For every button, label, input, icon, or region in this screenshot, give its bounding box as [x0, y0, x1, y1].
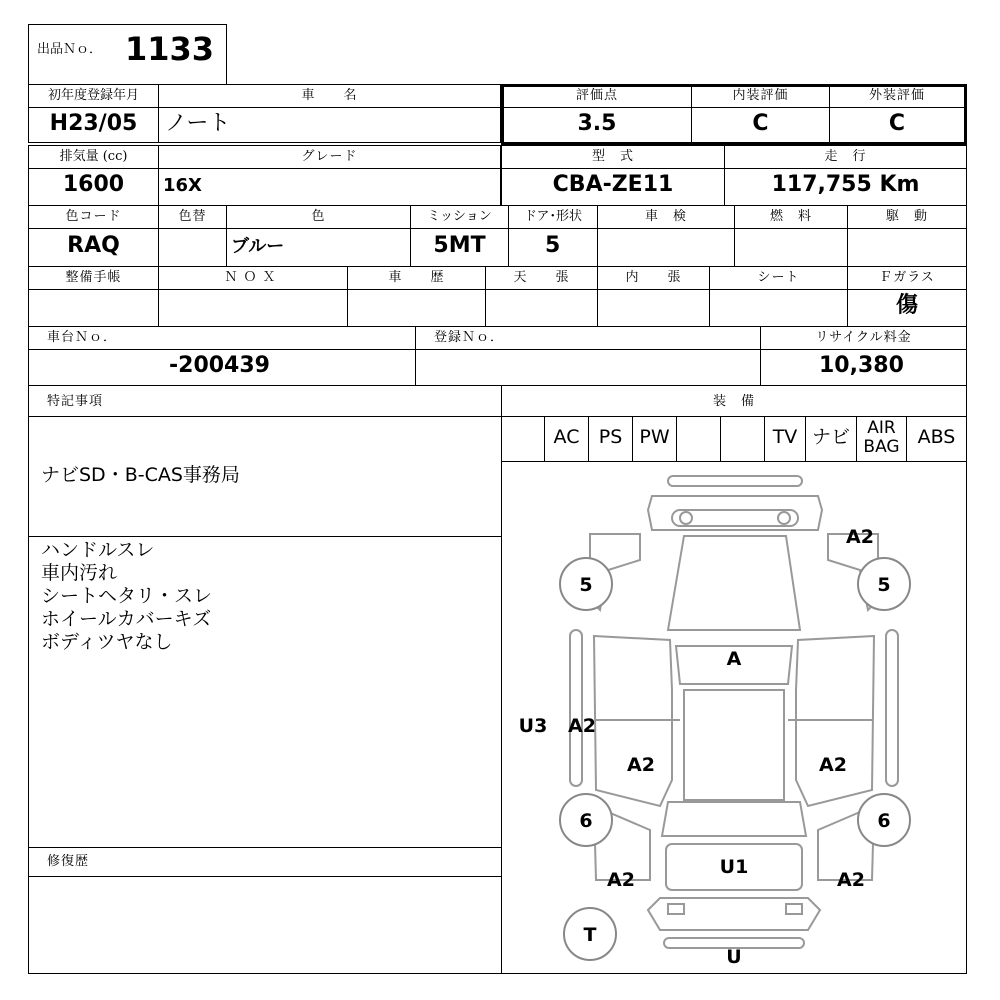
color-change-cell — [158, 205, 227, 267]
recycle-cell — [760, 326, 967, 386]
seat-label: シート — [710, 267, 847, 290]
recycle-label: リサイクル料金 — [761, 327, 966, 350]
mileage-cell — [724, 145, 967, 206]
remarks-list-item: シートヘタリ・スレ — [41, 585, 213, 607]
equipment-item-ps: PS — [589, 416, 633, 461]
displacement-cell — [28, 145, 159, 206]
seat-cell — [709, 266, 848, 327]
color-code-label: 色コード — [29, 206, 158, 229]
score-value: 3.5 — [577, 111, 617, 136]
exterior-label: 外装評価 — [829, 85, 965, 108]
drive-cell — [847, 205, 967, 267]
inspection-cell — [597, 205, 735, 267]
mark-front-right: A2 — [846, 526, 874, 548]
mark-side-left-2: A2 — [568, 715, 596, 737]
door-cell — [508, 205, 598, 267]
spare-tire: T — [583, 924, 597, 946]
nox-cell — [158, 266, 348, 327]
car-name-cell — [158, 84, 501, 143]
exterior-value: C — [888, 111, 906, 136]
equipment-row — [501, 416, 967, 462]
chassis-label: 車台Ｎｏ． — [29, 327, 415, 350]
lot-label: 出品Ｎｏ． — [37, 42, 103, 57]
mark-rear-left: A2 — [607, 869, 635, 891]
door-value: 5 — [545, 233, 561, 258]
equipment-item-ac: AC — [545, 416, 589, 461]
fuel-label: 燃 料 — [735, 206, 847, 229]
remarks-list-item: ハンドルスレ — [41, 539, 155, 561]
displacement-label: 排気量 (cc) — [29, 146, 158, 169]
history-cell — [347, 266, 486, 327]
mark-door-left: A2 — [627, 754, 655, 776]
mark-rear-right: A2 — [837, 869, 865, 891]
drive-label: 駆 動 — [848, 206, 966, 229]
chassis-cell — [28, 326, 416, 386]
mission-value: 5MT — [433, 233, 486, 258]
lot-number-box — [28, 24, 227, 85]
grade-cell — [158, 145, 501, 206]
model-label: 型 式 — [502, 146, 724, 169]
mark-trunk: U1 — [719, 856, 749, 878]
interior-trim-cell — [597, 266, 710, 327]
history-label: 車 歴 — [348, 267, 485, 290]
maintenance-label: 整備手帳 — [29, 267, 158, 290]
car-name-label: 車 名 — [159, 85, 500, 108]
equipment-item-airbag: AIR BAG — [857, 416, 907, 461]
glass-cell — [847, 266, 967, 327]
interior-label: 内装評価 — [691, 85, 830, 108]
color-value: ブルー — [231, 236, 285, 257]
equipment-label: 装 備 — [502, 388, 966, 417]
color-code-cell — [28, 205, 159, 267]
mark-side-left-1: U3 — [518, 715, 548, 737]
interior-trim-label: 内 張 — [598, 267, 709, 290]
registration-cell — [415, 326, 761, 386]
color-code-value: RAQ — [67, 233, 120, 258]
roof-cell — [485, 266, 598, 327]
first-reg-label: 初年度登録年月 — [29, 85, 158, 108]
remarks-list-item: ボディツヤなし — [41, 631, 173, 653]
mission-cell — [410, 205, 509, 267]
equipment-item-navi: ナビ — [806, 416, 857, 461]
displacement-value: 1600 — [62, 172, 125, 197]
mileage-value: 117,755 Km — [771, 172, 920, 197]
mission-label: ミッション — [411, 206, 508, 229]
remarks-label: 特記事項 — [29, 388, 501, 417]
color-change-label: 色替 — [159, 206, 226, 229]
color-cell — [226, 205, 411, 267]
tire-rear-right: 6 — [877, 810, 891, 832]
glass-value: 傷 — [895, 293, 918, 318]
tire-front-right: 5 — [877, 574, 891, 596]
fuel-cell — [734, 205, 848, 267]
repair-label: 修復歴 — [29, 848, 501, 877]
tire-rear-left: 6 — [579, 810, 593, 832]
inspection-label: 車 検 — [598, 206, 734, 229]
tire-front-left: 5 — [579, 574, 593, 596]
chassis-value: -200439 — [169, 353, 270, 378]
model-cell — [501, 145, 725, 206]
lot-number: 1133 — [125, 30, 215, 68]
equipment-item-blank — [502, 416, 545, 461]
mark-hood: A — [726, 648, 742, 670]
glass-label: Ｆガラス — [848, 267, 966, 290]
first-reg-cell — [28, 84, 159, 143]
mileage-label: 走 行 — [725, 146, 966, 169]
registration-label: 登録Ｎｏ． — [416, 327, 760, 350]
mark-door-right: A2 — [819, 754, 847, 776]
car-name-value: ノート — [165, 111, 231, 136]
remarks-divider — [29, 536, 501, 537]
color-label: 色 — [227, 206, 410, 229]
exterior-cell — [829, 85, 965, 143]
model-value: CBA-ZE11 — [552, 172, 674, 197]
remarks-line-1: ナビSD・B-CAS事務局 — [41, 464, 240, 486]
equipment-item-abs: ABS — [917, 426, 956, 448]
mark-rear-bottom: U — [726, 946, 742, 968]
maintenance-cell — [28, 266, 159, 327]
equipment-item-blank — [677, 416, 721, 461]
remarks-section — [28, 385, 502, 974]
interior-cell — [691, 85, 830, 143]
equipment-item-tv: TV — [765, 416, 806, 461]
car-diagram — [502, 462, 966, 973]
remarks-list-item: ホイールカバーキズ — [41, 608, 212, 630]
nox-label: ＮＯＸ — [159, 267, 347, 290]
equipment-item-blank — [721, 416, 765, 461]
roof-label: 天 張 — [486, 267, 597, 290]
recycle-value: 10,380 — [819, 353, 904, 378]
remarks-list-item: 車内汚れ — [41, 562, 118, 584]
first-reg-value: H23/05 — [49, 111, 138, 136]
score-label: 評価点 — [502, 85, 692, 108]
grade-label: グレード — [159, 146, 500, 169]
door-label: ドア･形状 — [509, 206, 597, 229]
grade-value: 16X — [163, 175, 202, 196]
score-cell — [502, 85, 692, 143]
interior-value: C — [752, 111, 769, 136]
equipment-item-pw: PW — [633, 416, 677, 461]
